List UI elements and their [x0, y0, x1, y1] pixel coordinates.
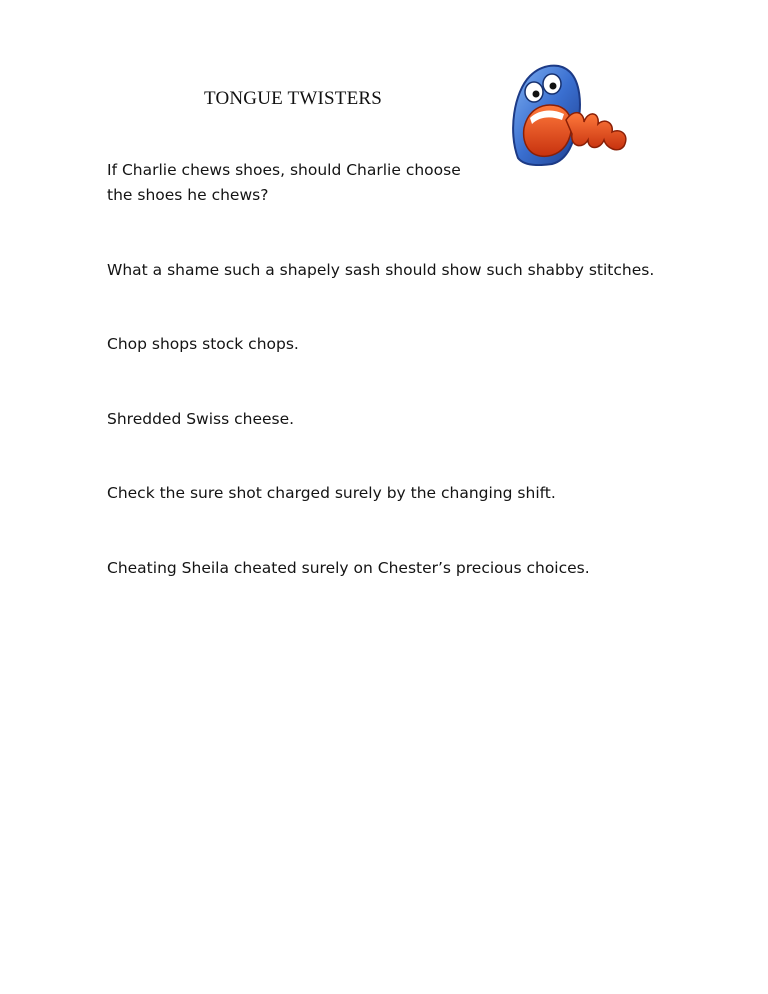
twister-5: Check the sure shot charged surely by the changing shift. [107, 484, 556, 502]
twister-3: Chop shops stock chops. [107, 335, 299, 353]
mascot-pupil-right [550, 83, 557, 90]
mascot-pupil-left [533, 91, 540, 98]
twister-1: If Charlie chews shoes, should Charlie choose the shoes he chews? [107, 161, 461, 204]
twister-2: What a shame such a shapely sash should show such shabby stitches. [107, 261, 655, 279]
page-title: TONGUE TWISTERS [204, 88, 383, 109]
twister-4: Shredded Swiss cheese. [107, 410, 295, 428]
mascot-illustration [508, 62, 634, 166]
mascot-tongue-squiggle [566, 113, 626, 150]
twister-6: Cheating Sheila cheated surely on Chester’s precious choices. [107, 559, 590, 577]
